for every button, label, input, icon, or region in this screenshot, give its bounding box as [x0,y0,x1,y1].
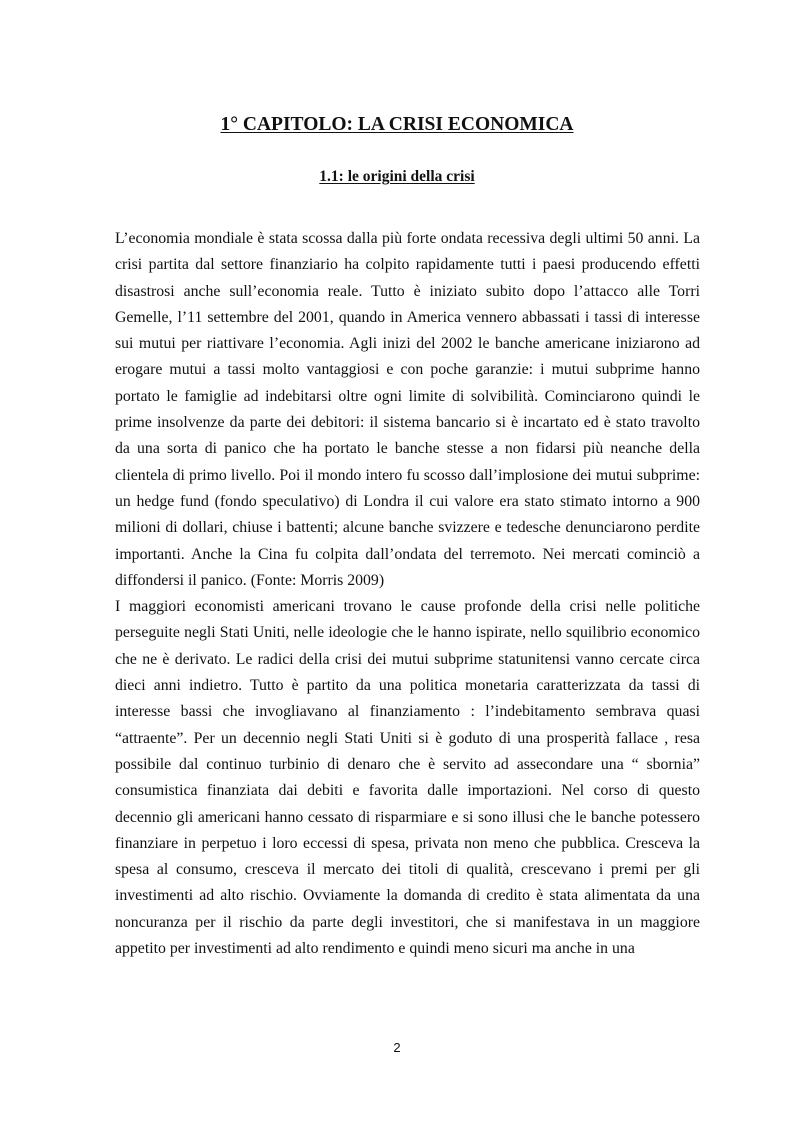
paragraph-1: L’economia mondiale è stata scossa dalla più forte ondata recessiva degli ultimi 50 anni. La crisi partita dal settore finanziario ha colpito rapidamente tutti i paesi producendo effetti disastrosi anche sull’economia reale. Tutto è iniziato subito dopo l’attacco alle Torri Gemelle, l’11 settembre del 2001, quando in America vennero abbassati i tassi di interesse sui mutui per riattivare l’economia. Agli inizi del 2002 le banche americane iniziarono ad erogare mutui a tassi molto vantaggiosi e con poche garanzie: i mutui subprime hanno portato le famiglie ad indebitarsi oltre ogni limite di solvibilità. Cominciarono quindi le prime insolvenze da parte dei debitori: il sistema bancario si è incartato ed è stato travolto da una sorta di panico che ha portato le banche stesse a non fidarsi più neanche della clientela di primo livello. Poi il mondo intero fu scosso dall’implosione dei mutui subprime: un hedge fund (fondo speculativo) di Londra il cui valore era stato stimato intorno a 900 milioni di dollari, chiuse i battenti; alcune banche svizzere e tedesche denunciarono perdite importanti. Anche la Cina fu colpita dall’ondata del terremoto. Nei mercati cominciò a diffondersi il panico. (Fonte: Morris 2009) [115,230,700,589]
section-title [0,168,794,186]
chapter-title-text: 1° CAPITOLO: LA CRISI ECONOMICA [220,114,574,135]
section-title-text: 1.1: le origini della crisi [319,168,475,185]
paragraph-2: I maggiori economisti americani trovano le cause profonde della crisi nelle politiche perseguite negli Stati Uniti, nelle ideologie che le hanno ispirate, nello squilibrio economico che ne è derivato. Le radici della crisi dei mutui subprime statunitensi vanno cercate circa dieci anni indietro. Tutto è partito da una politica monetaria caratterizzata da tassi di interesse bassi che invogliavano al finanziamento : l’indebitamento sembrava quasi “attraente”. Per un decennio negli Stati Uniti si è goduto di una prosperità fallace , resa possibile dal continuo turbinio di denaro che è servito ad assecondare una “ sbornia” consumistica finanziata dai debiti e favorita dalle importazioni. Nel corso di questo decennio gli americani hanno cessato di risparmiare e si sono illusi che le banche potessero finanziare in perpetuo i loro eccessi di spesa, privata non meno che pubblica. Cresceva la spesa al consumo, cresceva il mercato dei titoli di qualità, crescevano i premi per gli investimenti ad alto rischio. Ovviamente la domanda di credito è stata alimentata da una noncuranza per il rischio da parte degli investitori, che si manifestava in un maggiore appetito per investimenti ad alto rendimento e quindi meno sicuri ma anche in una [115,598,700,958]
body-text [115,226,700,962]
chapter-title [0,114,794,136]
page-number: 2 [393,1040,401,1055]
